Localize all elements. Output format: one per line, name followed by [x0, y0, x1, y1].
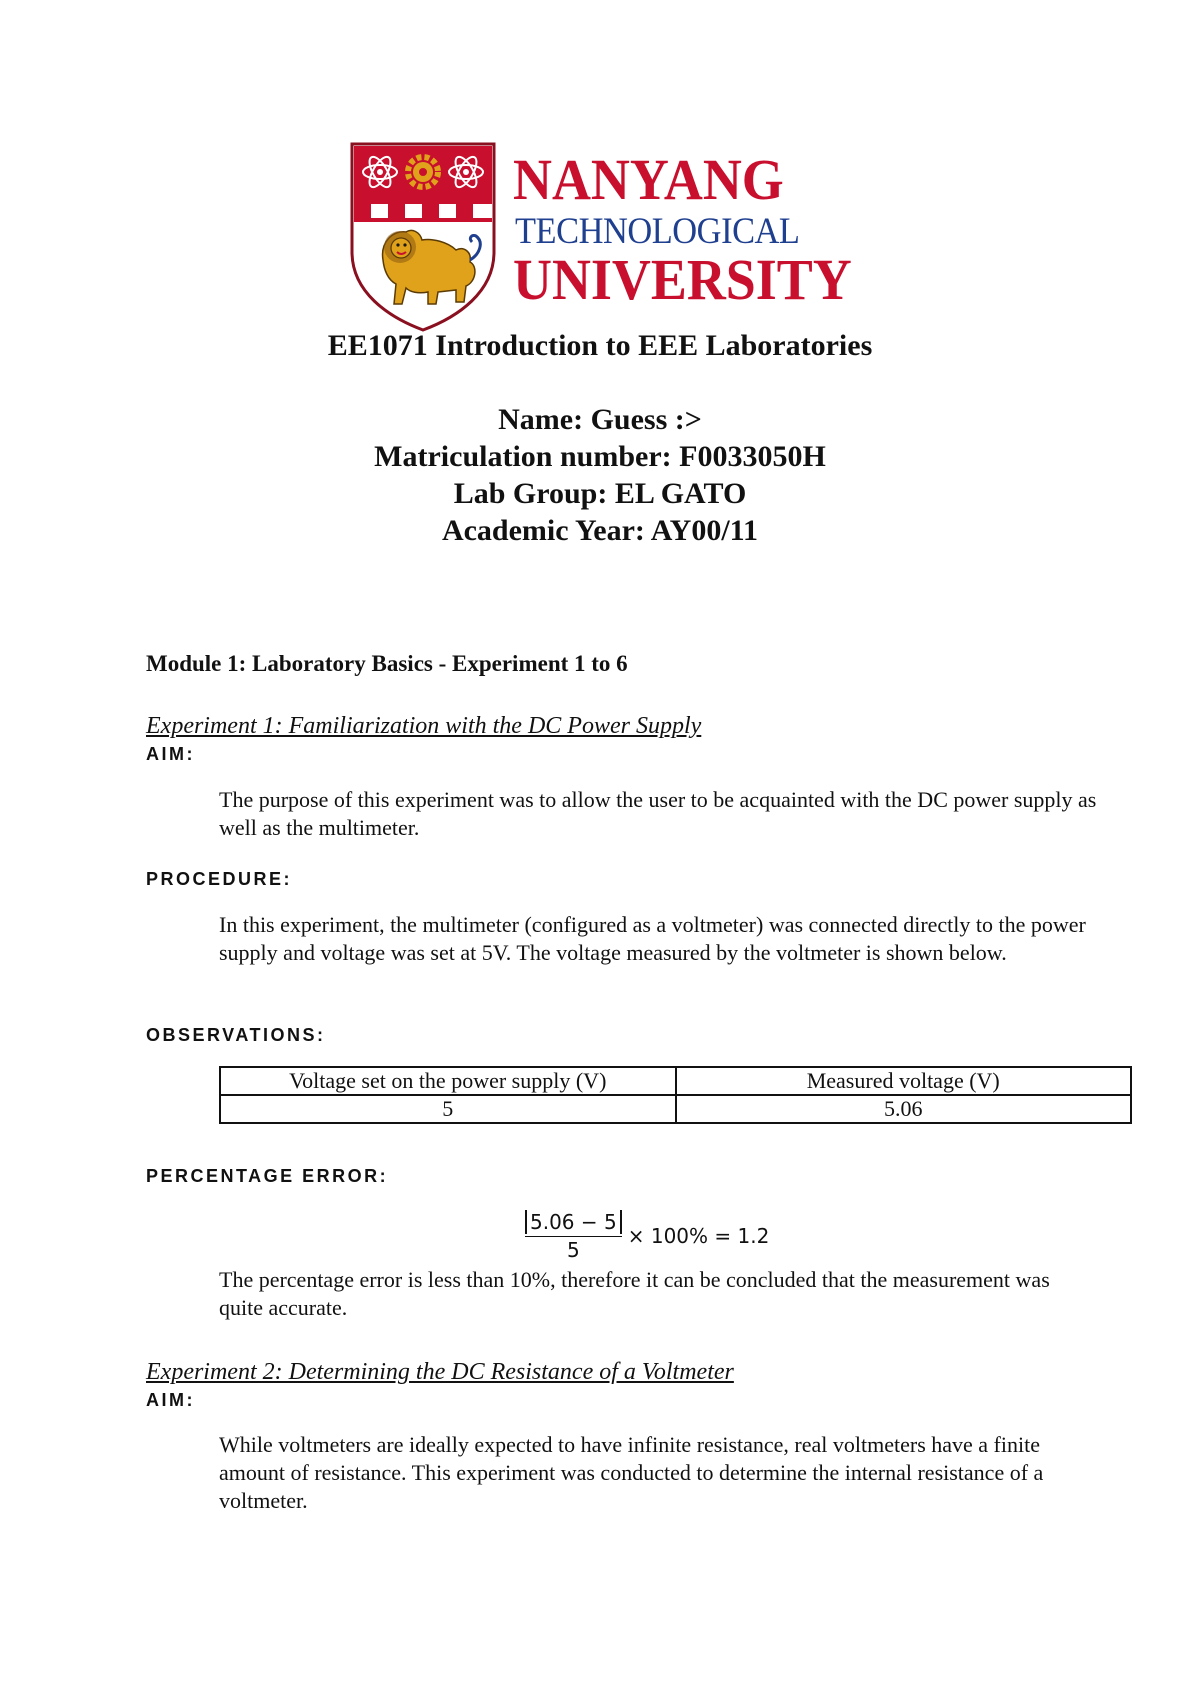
- exp1-observations-label: OBSERVATIONS:: [146, 1025, 326, 1045]
- exp1-conclusion-text: The percentage error is less than 10%, therefore it can be concluded that the measurement was quite accurate.: [219, 1267, 1050, 1320]
- module-title: Module 1: Laboratory Basics - Experiment 1 to 6: [146, 651, 628, 676]
- wordmark-line-2: TECHNOLOGICAL: [515, 211, 800, 252]
- wordmark-line-1: NANYANG: [513, 147, 784, 212]
- exp1-aim-text: The purpose of this experiment was to allow the user to be acquainted with the DC power supply as well as the multimeter.: [219, 787, 1097, 840]
- experiment-1-title: Experiment 1: Familiarization with the DC Power Supply: [146, 713, 702, 739]
- table-header-row: [220, 1067, 1131, 1095]
- academic-year: Academic Year: AY00/11: [441, 514, 759, 547]
- exp2-aim-label: AIM:: [146, 1390, 195, 1410]
- table-row: [220, 1095, 1131, 1123]
- table-cell: 5.06: [676, 1095, 1132, 1123]
- wordmark-line-3: UNIVERSITY: [513, 247, 852, 312]
- formula-fraction: [525, 1210, 622, 1263]
- percentage-error-formula: [525, 1210, 769, 1263]
- student-name: Name: Guess :>: [498, 403, 702, 436]
- exp2-aim-text: While voltmeters are ideally expected to have infinite resistance, real voltmeters have a finite amount of resistance. This experiment was conducted to determine the internal resistance of a voltmeter.: [219, 1432, 1044, 1513]
- student-info: [0, 401, 1200, 549]
- formula-denominator: 5: [567, 1238, 580, 1262]
- experiment-2-title: Experiment 2: Determining the DC Resistance of a Voltmeter: [146, 1359, 734, 1385]
- observations-table: [219, 1066, 1132, 1124]
- exp1-aim-label: AIM:: [146, 744, 195, 764]
- matriculation-number: Matriculation number: F0033050H: [374, 440, 826, 473]
- table-header-cell: Voltage set on the power supply (V): [220, 1067, 676, 1095]
- ntu-logo: [348, 142, 868, 332]
- exp1-procedure-label: PROCEDURE:: [146, 869, 293, 889]
- course-title: EE1071 Introduction to EEE Laboratories: [327, 329, 873, 362]
- exp1-percentage-error-label: PERCENTAGE ERROR:: [146, 1166, 389, 1186]
- ntu-crest-icon: [348, 142, 498, 332]
- exp1-procedure-text: In this experiment, the multimeter (configured as a voltmeter) was connected directly to the power supply and voltage was set at 5V. The voltage measured by the voltmeter is shown below.: [219, 912, 1086, 965]
- table-cell: 5: [220, 1095, 676, 1123]
- lab-group: Lab Group: EL GATO: [453, 477, 747, 510]
- formula-numerator: 5.06 − 5: [525, 1210, 622, 1234]
- formula-result: × 100% = 1.2: [627, 1223, 770, 1248]
- table-header-cell: Measured voltage (V): [676, 1067, 1132, 1095]
